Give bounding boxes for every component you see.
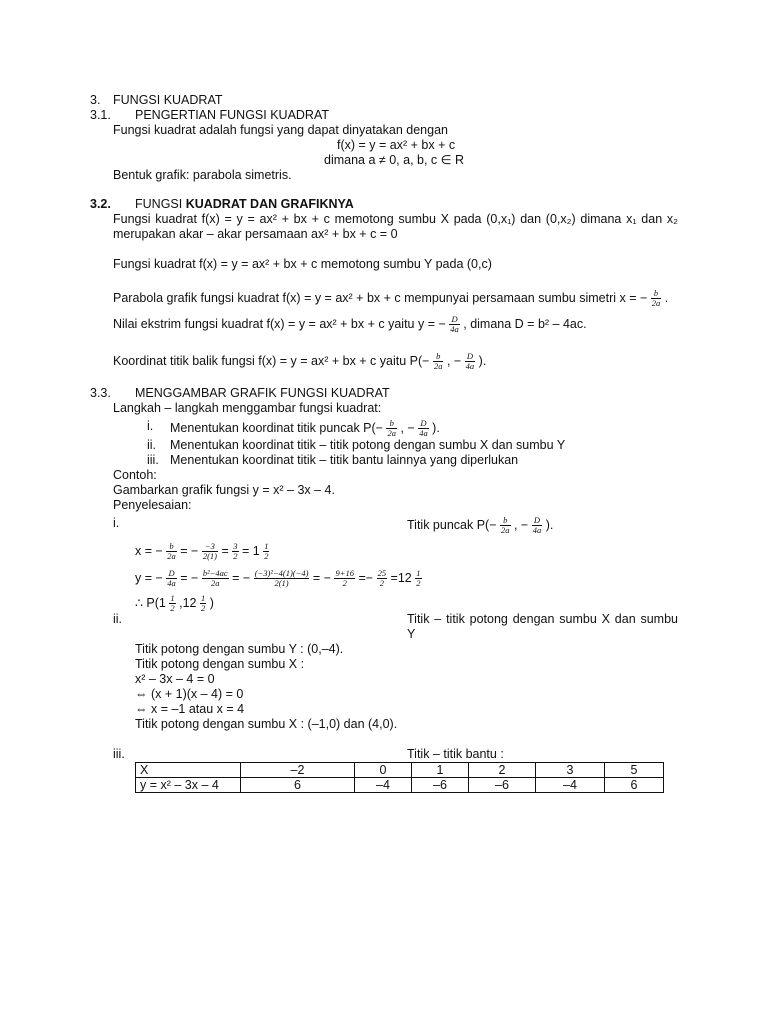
section-3-3-title: MENGGAMBAR GRAFIK FUNGSI KUADRAT bbox=[135, 386, 390, 400]
x-intercept-paragraph-line-2: merupakan akar – akar persamaan ax² + bx + c = 0 bbox=[113, 227, 398, 241]
graph-shape-text: Bentuk grafik: parabola simetris. bbox=[113, 168, 292, 182]
step-1-number: i. bbox=[147, 419, 154, 433]
solution-label: Penyelesaian: bbox=[113, 498, 192, 512]
table-row-label: y = x² – 3x – 4 bbox=[136, 778, 241, 793]
table-cell: –2 bbox=[241, 763, 355, 778]
table-cell: –6 bbox=[412, 778, 469, 793]
definition-text: Fungsi kuadrat adalah fungsi yang dapat dinyatakan dengan bbox=[113, 123, 448, 137]
roots: ⇔ x = –1 atau x = 4 bbox=[135, 702, 245, 716]
table-row-label: X bbox=[136, 763, 241, 778]
y-intercept-result: Titik potong dengan sumbu Y : (0,–4). bbox=[135, 642, 344, 656]
section-3-2-title: FUNGSI KUADRAT DAN GRAFIKNYA bbox=[135, 197, 354, 211]
part-ii-title-cont: Y bbox=[407, 627, 416, 641]
part-i-number: i. bbox=[113, 516, 120, 530]
table-cell: 5 bbox=[605, 763, 664, 778]
table-row bbox=[136, 778, 664, 793]
section-3-1-number: 3.1. bbox=[90, 108, 111, 122]
vertex-result: ∴ P(1 $\frac{1}{2}$ ,12 $\frac{1}{2}$ ) bbox=[135, 593, 214, 613]
section-3-3-number: 3.3. bbox=[90, 386, 111, 400]
example-task: Gambarkan grafik fungsi y = x² – 3x – 4. bbox=[113, 483, 335, 497]
part-iii-title: Titik – titik bantu : bbox=[407, 747, 504, 761]
table-cell: 1 bbox=[412, 763, 469, 778]
table-cell: 0 bbox=[355, 763, 412, 778]
part-i-title: Titik puncak P(− $\frac{b}{2a}$ , − $\frac{D}{4a}$ ). bbox=[407, 515, 554, 535]
step-2-number: ii. bbox=[147, 438, 157, 452]
table-row bbox=[136, 763, 664, 778]
table-cell: –6 bbox=[469, 778, 536, 793]
example-label: Contoh: bbox=[113, 468, 157, 482]
axis-of-symmetry-text: Parabola grafik fungsi kuadrat f(x) = y = ax² + bx + c mempunyai persamaan sumbu simetri x = − $\frac{b}{2a}$ . bbox=[113, 288, 669, 308]
step-2-text: Menentukan koordinat titik – titik potong dengan sumbu X dan sumbu Y bbox=[170, 438, 566, 452]
table-cell: 2 bbox=[469, 763, 536, 778]
x-intercept-label: Titik potong dengan sumbu X : bbox=[135, 657, 305, 671]
fraction-d-over-4a: $\frac{D}{4a}$ bbox=[450, 314, 459, 334]
section-3-title: FUNGSI KUADRAT bbox=[113, 93, 223, 107]
part-ii-number: ii. bbox=[113, 612, 123, 626]
section-3-2-number: 3.2. bbox=[90, 197, 111, 211]
x-vertex-calculation: x = − $\frac{b}{2a}$ = − $\frac{-3}{2(1)}$ = $\frac{3}{2}$ = 1 $\frac{1}{2}$ bbox=[135, 541, 269, 561]
fraction-b-over-2a: $\frac{b}{2a}$ bbox=[651, 288, 661, 308]
table-cell: –4 bbox=[536, 778, 605, 793]
y-vertex-calculation: y = − $\frac{D}{4a}$ = − $\frac{\text{b²−4ac}}{2a}$ = − $\frac{\text{(−3)²−4(1)(−4)}}{2(1)}$ = − $\frac{9+16}{2}$ =− $\frac{25}{2}$ =12 $\frac{1}{2}$ bbox=[135, 568, 421, 588]
formula-condition: dimana a ≠ 0, a, b, c ∈ R bbox=[324, 153, 465, 167]
turning-point-text: Koordinat titik balik fungsi f(x) = y = ax² + bx + c yaitu P(− $\frac{b}{2a}$ , − $\frac{D}{4a}$ ). bbox=[113, 351, 487, 371]
table-cell: 3 bbox=[536, 763, 605, 778]
step-3-number: iii. bbox=[147, 453, 159, 467]
steps-intro: Langkah – langkah menggambar fungsi kuadrat: bbox=[113, 401, 382, 415]
extreme-value-text: Nilai ekstrim fungsi kuadrat f(x) = y = ax² + bx + c yaitu y = − $\frac{D}{4a}$ , dimana D = b² – 4ac. bbox=[113, 314, 587, 334]
table-cell: –4 bbox=[355, 778, 412, 793]
step-3-text: Menentukan koordinat titik – titik bantu lainnya yang diperlukan bbox=[170, 453, 519, 467]
section-3-number: 3. bbox=[90, 93, 101, 107]
part-ii-title: Titik – titik potong dengan sumbu X dan sumbu bbox=[407, 612, 678, 626]
helper-points-table bbox=[135, 762, 664, 793]
section-3-1-title: PENGERTIAN FUNGSI KUADRAT bbox=[135, 108, 330, 122]
quadratic-formula: f(x) = y = ax² + bx + c bbox=[337, 138, 456, 152]
part-iii-number: iii. bbox=[113, 747, 125, 761]
quadratic-equation: x² – 3x – 4 = 0 bbox=[135, 672, 215, 686]
x-intercept-paragraph-line-1: Fungsi kuadrat f(x) = y = ax² + bx + c memotong sumbu X pada (0,x₁) dan (0,x₂) dimana x₁ dan x₂ bbox=[113, 212, 678, 226]
table-cell: 6 bbox=[241, 778, 355, 793]
factored-equation: ⇔ (x + 1)(x – 4) = 0 bbox=[135, 687, 244, 701]
step-1-text: Menentukan koordinat titik puncak P(− $\frac{b}{2a}$ , − $\frac{D}{4a}$ ). bbox=[170, 418, 440, 438]
x-intercept-result: Titik potong dengan sumbu X : (–1,0) dan (4,0). bbox=[135, 717, 398, 731]
y-intercept-text: Fungsi kuadrat f(x) = y = ax² + bx + c memotong sumbu Y pada (0,c) bbox=[113, 257, 492, 271]
table-cell: 6 bbox=[605, 778, 664, 793]
